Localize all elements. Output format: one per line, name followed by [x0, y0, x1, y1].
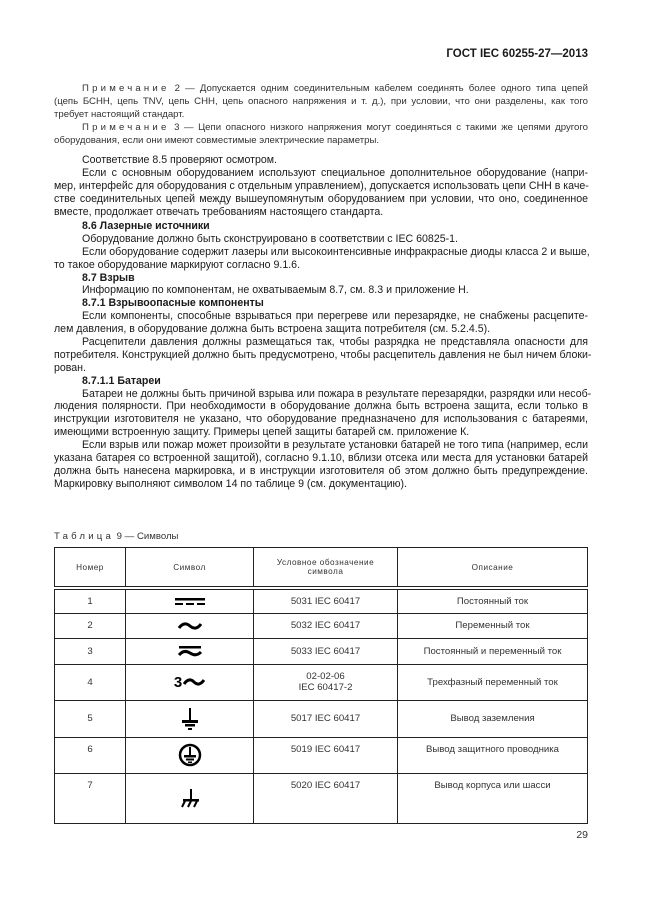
row-number: 1 [55, 588, 126, 613]
table-row [55, 664, 588, 700]
paragraph-line: мер, интерфейс для оборудования с отдельным управлением), допускается использовать цепи СНН в каче- [54, 179, 589, 192]
table-row [55, 638, 588, 664]
paragraph-line: Если с основным оборудованием используют специальное дополнительное оборудование (напри- [82, 166, 588, 179]
page-number: 29 [576, 829, 588, 841]
note-label: Примечание [82, 83, 170, 94]
paragraph-line: имеющими встроенную защиту. Примеры цепей защиты батарей см. приложение К. [54, 426, 470, 439]
row-code: 5020 IEC 60417 [254, 773, 398, 823]
table-caption [54, 531, 178, 542]
text-line: (цепь БСНН, цепь TNV, цепь СНН, цепь опасного напряжения и т. д.), при условии, что они разделены, как того [54, 96, 588, 107]
row-code-line1: 02-02-06 [306, 671, 345, 682]
table-row [55, 588, 588, 613]
paragraph-line: лем давления, в оборудование должна быть встроена защита потребителя (см. 5.2.4.5). [54, 323, 491, 336]
paragraph-line: Информацию по компонентам, не охватываемым 8.7, см. 8.3 и приложение Н. [82, 284, 469, 297]
table-row [55, 613, 588, 638]
three-phase-digit: 3 [173, 673, 183, 691]
row-description: Вывод корпуса или шасси [398, 773, 588, 823]
row-code: 5019 IEC 60417 [254, 737, 398, 773]
text-line: оборудования, если они имеют совместимые электрические параметры. [54, 135, 380, 146]
paragraph-line: Расцепители давления должны размещаться так, чтобы разрядка не представляла опасности для [82, 336, 588, 349]
row-number: 6 [55, 737, 126, 773]
section-heading: 8.7.1.1 Батареи [82, 374, 161, 387]
section-heading: 8.7.1 Взрывоопасные компоненты [82, 297, 264, 310]
row-code: 5017 IEC 60417 [254, 700, 398, 737]
notes-block [54, 82, 588, 147]
row-number: 4 [55, 664, 126, 700]
symbols-table [54, 547, 588, 824]
caption-label: Таблица [54, 531, 115, 542]
paragraph-line: Соответствие 8.5 проверяют осмотром. [82, 154, 277, 166]
row-number: 7 [55, 773, 126, 823]
table-row [55, 773, 588, 823]
paragraph-line: людения полярности. При необходимости в оборудование должна быть встроена защита, если только в [54, 400, 588, 413]
col-header-symbol: Символ [126, 548, 254, 589]
paragraph-line: Если компоненты, способные взрываться при перегреве или перезарядке, не снабжены расцепите- [82, 310, 588, 323]
paragraph-line: Батареи не должны быть причиной взрыва или пожара в результате перезарядки, разрядки или несоб- [82, 387, 592, 400]
row-code-line2: IEC 60417-2 [298, 682, 353, 693]
paragraph-line: рован. [54, 361, 86, 374]
paragraph-line: должна быть нанесена маркировка, и в инструкции изготовителя об этом должно быть предупреждение. [54, 464, 588, 477]
body-text-2 [54, 220, 592, 491]
table-row [55, 737, 588, 773]
section-heading: 8.7 Взрыв [82, 271, 135, 284]
row-code: 5032 IEC 60417 [254, 613, 398, 638]
row-description: Переменный ток [398, 613, 588, 638]
row-description: Вывод защитного проводника [398, 737, 588, 773]
ac-current-icon [126, 613, 254, 638]
row-code: 5033 IEC 60417 [254, 638, 398, 664]
earth-ground-icon [126, 700, 254, 737]
note-first-line [54, 82, 588, 95]
paragraph-line: потребителя. Конструкцией должно быть предусмотрено, чтобы расцепитель давления не был ничем блоки- [54, 348, 592, 361]
paragraph-line: указана батарея со встроенной защитой), согласно 9.1.10, вблизи отсека или места для установки батарей [54, 452, 588, 465]
section-heading: 8.6 Лазерные источники [82, 220, 210, 232]
col-header-number: Номер [55, 548, 126, 589]
row-description: Постоянный ток [398, 588, 588, 613]
paragraph-line: стве соединительных цепей между вышеупомянутым оборудованием при условии, что оно, соединенное [54, 192, 588, 205]
col-header-designation: Условное обозначение символа [254, 548, 398, 589]
paragraph-line: Маркировку выполняют символом 14 по таблице 9 (см. документацию). [54, 477, 407, 490]
paragraph-line: Если оборудование содержит лазеры или высокоинтенсивные инфракрасные диоды класса 2 и выше, [82, 245, 590, 258]
row-description: Трехфазный переменный ток [398, 664, 588, 700]
three-phase-ac-icon [126, 664, 254, 700]
note-text: 3 — Цепи опасного низкого напряжения могут соединяться с такими же цепями другого [169, 122, 588, 133]
protective-earth-icon [126, 737, 254, 773]
document-header: ГОСТ IEC 60255-27—2013 [446, 48, 588, 60]
paragraph-line: Если взрыв или пожар может произойти в результате установки батарей не того типа (например, если [82, 439, 588, 452]
body-text-1 [54, 154, 588, 218]
paragraph-line: то такое оборудование маркируют согласно 9.1.6. [54, 258, 301, 271]
row-description: Постоянный и переменный ток [398, 638, 588, 664]
paragraph-line: вместе, продолжает отвечать требованиям настоящего стандарта. [54, 205, 384, 218]
row-code: 5031 IEC 60417 [254, 588, 398, 613]
row-description: Вывод заземления [398, 700, 588, 737]
dc-current-icon [126, 588, 254, 613]
caption-text: 9 — Символы [114, 531, 179, 542]
note-label: Примечание [82, 122, 170, 133]
row-number: 3 [55, 638, 126, 664]
row-number: 5 [55, 700, 126, 737]
col-header-description: Описание [398, 548, 588, 589]
paragraph-line: Оборудование должно быть сконструировано в соответствии с IEC 60825-1. [82, 232, 458, 245]
row-number: 2 [55, 613, 126, 638]
note-text: 2 — Допускается одним соединительным кабелем соединять более одного типа цепей [169, 83, 588, 94]
ac-dc-current-icon [126, 638, 254, 664]
paragraph-line: инструкции изготовителя не указано, что оборудование предназначено для использования с батареями, [54, 413, 588, 426]
note-first-line [54, 121, 588, 134]
chassis-ground-icon [126, 773, 254, 823]
row-code [254, 664, 398, 700]
table-row [55, 700, 588, 737]
text-line: требует настоящий стандарт. [54, 109, 185, 120]
